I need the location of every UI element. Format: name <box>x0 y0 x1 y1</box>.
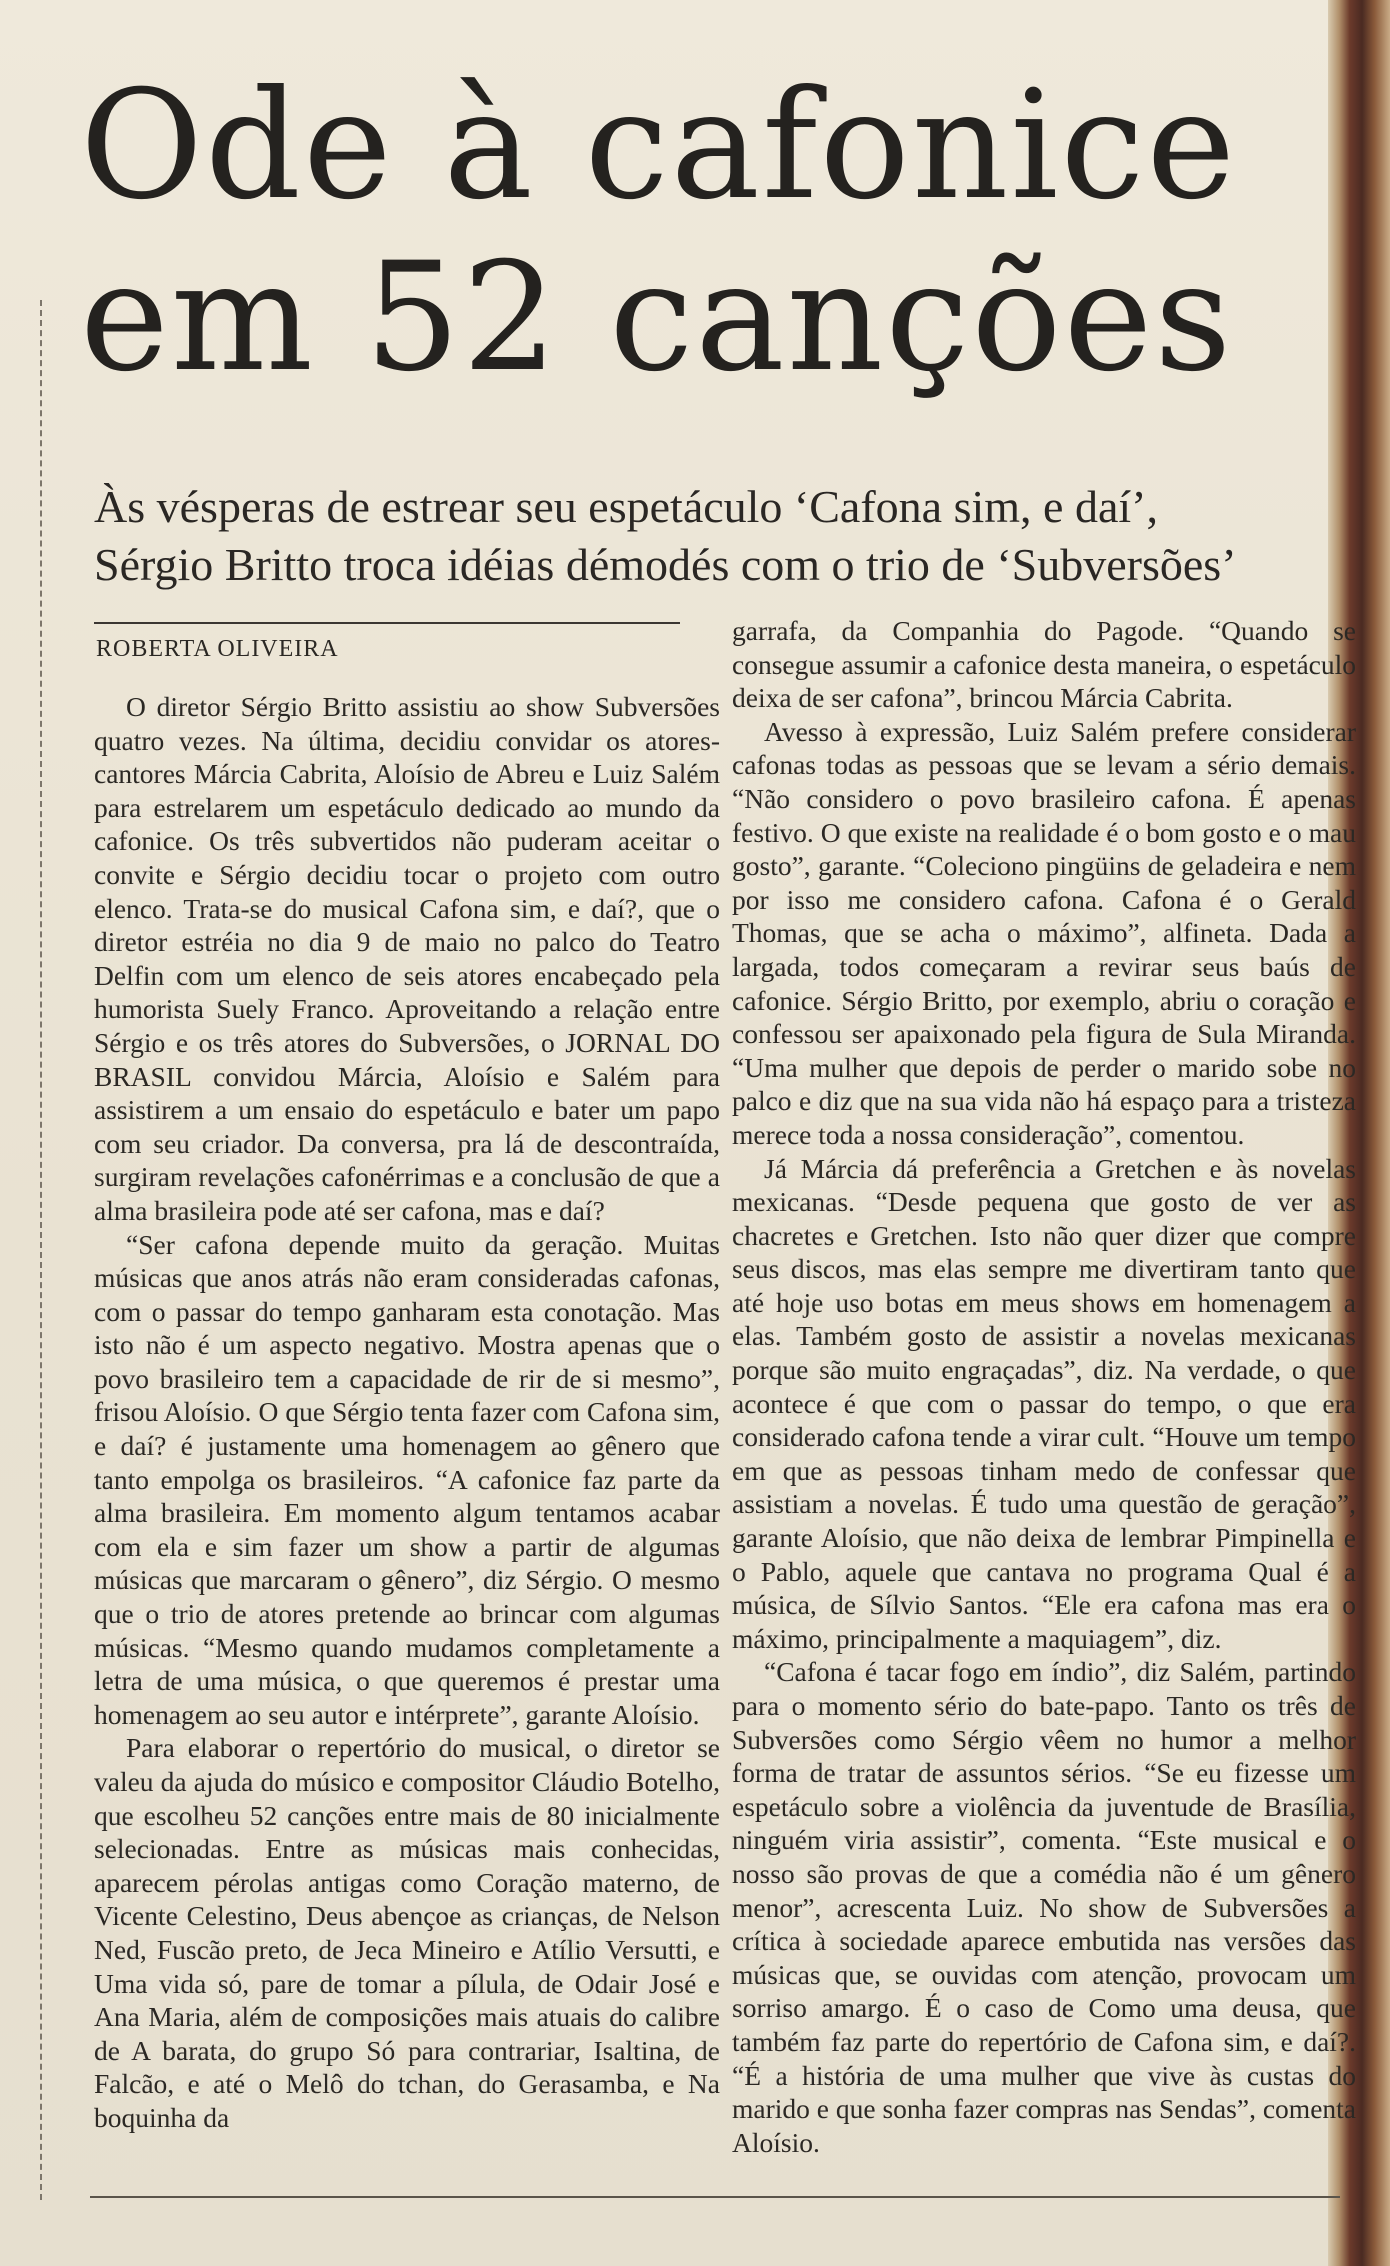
body-paragraph: Já Márcia dá preferência a Gretchen e às novelas mexicanas. “Desde pequena que gosto de ver as chacretes e Gretchen. Isto não quer dizer que compre seus discos, mas elas sempre me divertiram tanto que até hoje uso botas em meus shows em homenagem a elas. Também gosto de assistir a novelas mexicanas porque são muito engraçadas”, diz. Na verdade, o que acontece é que com o passar do tempo, o que era considerado cafona tende a virar cult. “Houve um tempo em que as pessoas tinham medo de confessar que assistiam a novelas. É tudo uma questão de geração”, garante Aloísio, que não deixa de lembrar Pimpinella e o Pablo, aquele que cantava no programa Qual é a música, de Sílvio Santos. “Ele era cafona mas era o máximo, principalmente a maquiagem”, diz. <box>732 1152 1356 1654</box>
headline-line-1: Ode à cafonice <box>80 59 1238 233</box>
right-column <box>732 614 1356 2159</box>
subheadline-line-2: Sérgio Britto troca idéias démodés com o trio de ‘Subversões’ <box>94 539 1237 590</box>
body-paragraph: “Ser cafona depende muito da geração. Muitas músicas que anos atrás não eram consideradas cafonas, com o passar do tempo ganharam esta conotação. Mas isto não é um aspecto negativo. Mostra apenas que o povo brasileiro tem a capacidade de rir de si mesmo”, frisou Aloísio. O que Sérgio tenta fazer com Cafona sim, e daí? é justamente uma homenagem ao gênero que tanto empolga os brasileiros. “A cafonice faz parte da alma brasileira. Em momento algum tentamos acabar com ela e sim fazer um show a partir de algumas músicas que marcaram o gênero”, diz Sérgio. O mesmo que o trio de atores pretende ao brincar com algumas músicas. “Mesmo quando mudamos completamente a letra de uma música, o que queremos é prestar uma homenagem ao seu autor e intérprete”, garante Aloísio. <box>94 1228 720 1730</box>
headline <box>80 60 1310 404</box>
body-paragraph: Avesso à expressão, Luiz Salém prefere considerar cafonas todas as pessoas que se levam a sério demais. “Não considero o povo brasileiro cafona. É apenas festivo. O que existe na realidade é o bom gosto e o mau gosto”, garante. “Coleciono pingüins de geladeira e nem por isso me considero cafona. Cafona é o Gerald Thomas, que se acha o máximo”, alfineta. Dada a largada, todos começaram a revirar seus baús de cafonice. Sérgio Britto, por exemplo, abriu o coração e confessou ser apaixonado pela figura de Sula Miranda. “Uma mulher que depois de perder o marido sobe no palco e diz que na sua vida não há espaço para a tristeza merece toda a nossa consideração”, comentou. <box>732 715 1356 1150</box>
left-column-rule <box>40 300 42 2200</box>
left-column <box>94 690 720 2135</box>
headline-line-2: em 52 canções <box>80 231 1234 405</box>
body-paragraph: O diretor Sérgio Britto assistiu ao show Subversões quatro vezes. Na última, decidiu convidar os atores-cantores Márcia Cabrita, Aloísio de Abreu e Luiz Salém para estrelarem um espetáculo dedicado ao mundo da cafonice. Os três subvertidos não puderam aceitar o convite e Sérgio decidiu tocar o projeto com outro elenco. Trata-se do musical Cafona sim, e daí?, que o diretor estréia no dia 9 de maio no palco do Teatro Delfin com um elenco de seis atores encabeçado pela humorista Suely Franco. Aproveitando a relação entre Sérgio e os três atores do Subversões, o JORNAL DO BRASIL convidou Márcia, Aloísio e Salém para assistirem a um ensaio do espetáculo e bater um papo com seu criador. Da conversa, pra lá de descontraída, surgiram revelações cafonérrimas e a conclusão de que a alma brasileira pode até ser cafona, mas e daí? <box>94 691 720 1226</box>
body-paragraph: “Cafona é tacar fogo em índio”, diz Salém, partindo para o momento sério do bate-papo. Tanto os três de Subversões como Sérgio vêem no humor a melhor forma de tratar de assuntos sérios. “Se eu fizesse um espetáculo sobre a violência da juventude de Brasília, ninguém viria assistir”, comenta. “Este musical e o nosso são provas de que a comédia não é um gênero menor”, acrescenta Luiz. No show de Subversões a crítica à sociedade aparece embutida nas versões das músicas que, se ouvidas com atenção, provocam um sorriso amargo. É o caso de Como uma deusa, que também faz parte do repertório de Cafona sim, e daí?. “É a história de uma mulher que vive às custas do marido e que sonha fazer compras nas Sendas”, comenta Aloísio. <box>732 1656 1356 2158</box>
body-paragraph: garrafa, da Companhia do Pagode. “Quando se consegue assumir a cafonice desta maneira, o espetáculo deixa de ser cafona”, brincou Márcia Cabrita. <box>732 615 1356 714</box>
body-paragraph: Para elaborar o repertório do musical, o diretor se valeu da ajuda do músico e compositor Cláudio Botelho, que escolheu 52 canções entre mais de 80 inicialmente selecionadas. Entre as músicas mais conhecidas, aparecem pérolas antigas como Coração materno, de Vicente Celestino, Deus abençoe as crianças, de Nelson Ned, Fuscão preto, de Jeca Mineiro e Atílio Versutti, e Uma vida só, pare de tomar a pílula, de Odair José e Ana Maria, além de composições mais atuais do calibre de A barata, do grupo Só para contrariar, Isaltina, de Falcão, e até o Melô do tchan, do Gerasamba, e Na boquinha da <box>94 1732 720 2133</box>
byline-rule <box>94 622 680 624</box>
subheadline-line-1: Às vésperas de estrear seu espetáculo ‘Cafona sim, e daí’, <box>94 481 1158 532</box>
subheadline <box>94 478 1294 594</box>
bottom-rule <box>90 2196 1340 2198</box>
byline: ROBERTA OLIVEIRA <box>96 636 339 662</box>
